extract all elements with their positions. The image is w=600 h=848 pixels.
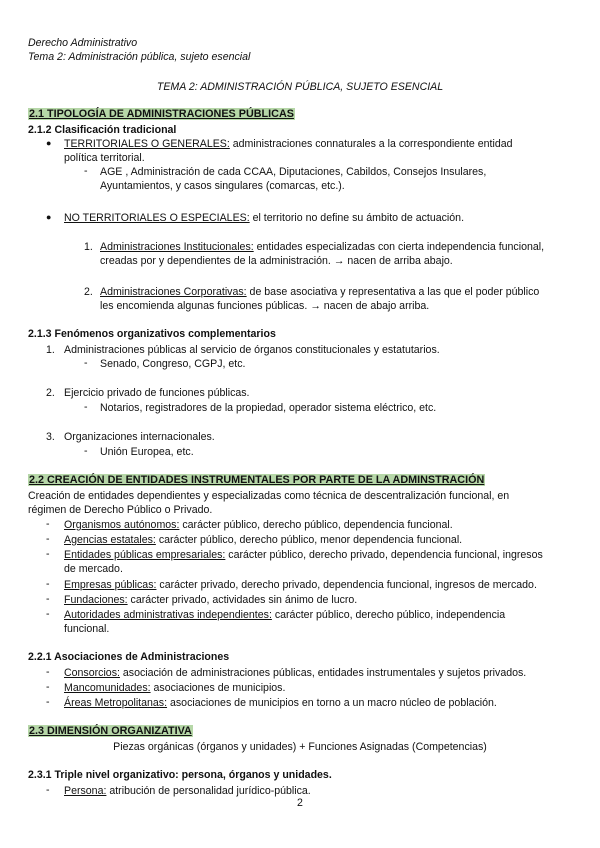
- corporativas-item: [100, 285, 539, 299]
- list-item-label: Áreas Metropolitanas:: [64, 697, 168, 709]
- paragraph: Creación de entidades dependientes y especializadas como técnica de descentralización funcional, en: [28, 490, 510, 502]
- list-item: [64, 608, 505, 622]
- list-item-text: asociaciones de municipios.: [150, 682, 286, 694]
- list-item-label: Consorcios:: [64, 667, 120, 679]
- dash-icon: -: [46, 666, 50, 678]
- dash-icon: -: [46, 548, 50, 560]
- section-heading-2-1: [28, 108, 295, 120]
- page-number: 2: [297, 797, 303, 809]
- section-heading-2-2-text: 2.2 CREACIÓN DE ENTIDADES INSTRUMENTALES POR PARTE DE LA ADMINSTRACIÓN: [29, 474, 485, 486]
- territoriales-label: TERRITORIALES O GENERALES:: [64, 138, 230, 150]
- dash-icon: -: [84, 401, 88, 413]
- section-heading-2-3-text: 2.3 DIMENSIÓN ORGANIZATIVA: [29, 725, 192, 737]
- list-number: 3.: [46, 431, 55, 443]
- institucionales-text-cont: creadas por y dependientes de la administración. → nacen de arriba abajo.: [100, 255, 453, 267]
- list-item-text: atribución de personalidad jurídico-pública.: [106, 785, 311, 797]
- territoriales-subitem-cont: Ayuntamientos, y casos singulares (comarcas, etc.).: [100, 180, 345, 192]
- list-item-cont: funcional.: [64, 623, 110, 635]
- dash-icon: -: [84, 445, 88, 457]
- list-item-cont: de mercado.: [64, 563, 123, 575]
- list-number: 2.: [46, 387, 55, 399]
- list-subitem: Senado, Congreso, CGPJ, etc.: [100, 358, 246, 370]
- list-item: Ejercicio privado de funciones públicas.: [64, 387, 250, 399]
- list-item-text: asociación de administraciones públicas, entidades instrumentales y sujetos privados.: [119, 667, 527, 679]
- dash-icon: -: [46, 593, 50, 605]
- territoriales-text-cont: política territorial.: [64, 152, 145, 164]
- list-item: [64, 666, 526, 680]
- list-item-text: asociaciones de municipios en torno a un macro núcleo de población.: [167, 697, 497, 709]
- list-item-text: carácter público, derecho público, independencia: [271, 609, 506, 621]
- list-item: [64, 593, 357, 607]
- dash-icon: -: [46, 696, 50, 708]
- list-item: Administraciones públicas al servicio de órganos constitucionales y estatutarios.: [64, 344, 440, 356]
- list-item-label: Autoridades administrativas independientes:: [64, 609, 272, 621]
- territoriales-subitem: AGE , Administración de cada CCAA, Diputaciones, Cabildos, Consejos Insulares,: [100, 166, 487, 178]
- subsection-heading-2-3-1: 2.3.1 Triple nivel organizativo: persona, órganos y unidades.: [28, 769, 332, 781]
- corporativas-text: de base asociativa y representativa a las que el poder público: [246, 286, 540, 298]
- list-subitem: Notarios, registradores de la propiedad, operador sistema eléctrico, etc.: [100, 402, 437, 414]
- section-heading-2-1-text: 2.1 TIPOLOGÍA DE ADMINISTRACIONES PÚBLICAS: [29, 108, 294, 120]
- section-heading-2-3: [28, 725, 193, 737]
- corporativas-label: Administraciones Corporativas:: [100, 286, 247, 298]
- dash-icon: -: [84, 357, 88, 369]
- institucionales-item: [100, 240, 544, 254]
- subsection-heading-2-1-2: 2.1.2 Clasificación tradicional: [28, 124, 177, 136]
- list-number: 1.: [46, 344, 55, 356]
- list-item-label: Organismos autónomos:: [64, 519, 180, 531]
- list-item: [64, 578, 537, 592]
- list-item: [64, 533, 462, 547]
- list-subitem: Unión Europea, etc.: [100, 446, 194, 458]
- subsection-heading-2-2-1: 2.2.1 Asociaciones de Administraciones: [28, 651, 230, 663]
- list-number: 2.: [84, 286, 93, 298]
- list-item-label: Agencias estatales:: [64, 534, 156, 546]
- subsection-heading-2-1-3: 2.1.3 Fenómenos organizativos complementarios: [28, 328, 276, 340]
- dash-icon: -: [46, 533, 50, 545]
- no-territoriales-text: el territorio no define su ámbito de actuación.: [249, 212, 465, 224]
- doc-header-topic: Tema 2: Administración pública, sujeto esencial: [28, 51, 251, 63]
- bullet-icon: ●: [46, 138, 52, 148]
- list-item: [64, 518, 453, 532]
- dash-icon: -: [46, 578, 50, 590]
- doc-header-subject: Derecho Administrativo: [28, 37, 138, 49]
- dash-icon: -: [84, 165, 88, 177]
- dash-icon: -: [46, 608, 50, 620]
- list-item-text: carácter público, derecho público, menor dependencia funcional.: [155, 534, 463, 546]
- list-item: Organizaciones internacionales.: [64, 431, 215, 443]
- list-item: [64, 548, 543, 562]
- bullet-icon: ●: [46, 212, 52, 222]
- dash-icon: -: [46, 681, 50, 693]
- list-item-label: Empresas públicas:: [64, 579, 157, 591]
- corporativas-text-cont: les encomienda algunas funciones públicas. → nacen de abajo arriba.: [100, 300, 430, 312]
- no-territoriales-item: [64, 211, 464, 225]
- centered-formula: Piezas orgánicas (órganos y unidades) + Funciones Asignadas (Competencias): [113, 741, 487, 753]
- section-heading-2-2: [28, 474, 485, 486]
- dash-icon: -: [46, 518, 50, 530]
- list-number: 1.: [84, 241, 93, 253]
- list-item-label: Entidades públicas empresariales:: [64, 549, 226, 561]
- list-item: [64, 696, 497, 710]
- list-item: [64, 784, 311, 798]
- institucionales-label: Administraciones Institucionales:: [100, 241, 254, 253]
- territoriales-text: administraciones connaturales a la correspondiente entidad: [229, 138, 513, 150]
- list-item: [64, 681, 285, 695]
- list-item-text: carácter privado, derecho privado, dependencia funcional, ingresos de mercado.: [156, 579, 537, 591]
- list-item-text: carácter público, derecho público, dependencia funcional.: [179, 519, 453, 531]
- list-item-text: carácter privado, actividades sin ánimo de lucro.: [127, 594, 358, 606]
- territoriales-item: [64, 137, 513, 151]
- page-title: TEMA 2: ADMINISTRACIÓN PÚBLICA, SUJETO ESENCIAL: [156, 81, 444, 93]
- institucionales-text: entidades especializadas con cierta independencia funcional,: [253, 241, 545, 253]
- list-item-label: Fundaciones:: [64, 594, 128, 606]
- list-item-label: Persona:: [64, 785, 107, 797]
- paragraph-cont: régimen de Derecho Público o Privado.: [28, 504, 213, 516]
- list-item-text: carácter público, derecho privado, dependencia funcional, ingresos: [225, 549, 543, 561]
- list-item-label: Mancomunidades:: [64, 682, 151, 694]
- dash-icon: -: [46, 784, 50, 796]
- no-territoriales-label: NO TERRITORIALES O ESPECIALES:: [64, 212, 250, 224]
